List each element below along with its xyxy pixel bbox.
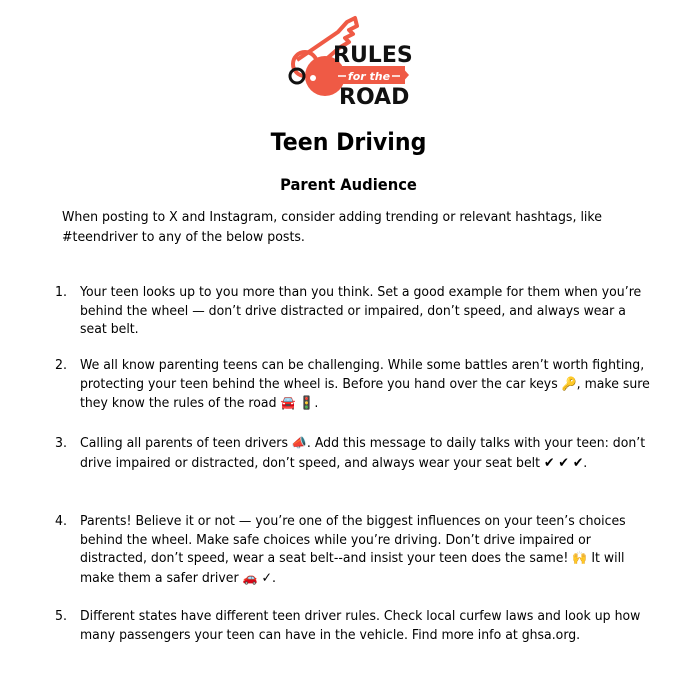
post-text: Your teen looks up to you more than you think. Set a good example for them when you’re behind the wheel — don’t drive distracted or impaired, don’t speed, and always wear a seat belt. bbox=[80, 284, 642, 337]
key-icon: 🔑 bbox=[561, 376, 577, 392]
page-subtitle: Parent Audience bbox=[280, 175, 417, 194]
list-number: 5. bbox=[55, 608, 67, 624]
list-number: 1. bbox=[55, 284, 67, 300]
logo-text-road: ROAD bbox=[339, 85, 410, 106]
logo-text-for-the: for the bbox=[347, 70, 391, 83]
traffic-light-icon: 🚦 bbox=[299, 396, 315, 411]
intro-paragraph: When posting to X and Instagram, consider adding trending or relevant hashtags, like #teendriver to any of the below posts. bbox=[62, 209, 602, 245]
post-text: We all know parenting teens can be challenging. While some battles aren’t worth fighting, protecting your teen behind the wheel is. Before you hand over the car keys 🔑, make sure they know the rules of the road 🚘 🚦. bbox=[80, 357, 650, 411]
raised-hands-icon: 🙌 bbox=[572, 551, 588, 566]
megaphone-icon: 📣 bbox=[291, 436, 307, 451]
car-icon: 🚗 bbox=[242, 570, 258, 586]
list-number: 4. bbox=[55, 513, 67, 529]
list-number: 3. bbox=[55, 435, 67, 451]
logo-text-rules: RULES bbox=[333, 43, 413, 68]
post-text: Calling all parents of teen drivers 📣. Add this message to daily talks with your teen: don’t drive impaired or distracted, don’t speed, and always wear your seat belt ✔ ✔ ✔. bbox=[80, 435, 646, 471]
list-number: 2. bbox=[55, 357, 67, 373]
rules-for-the-road-logo bbox=[283, 12, 413, 106]
page-title: Teen Driving bbox=[270, 128, 427, 156]
key-logo-icon bbox=[283, 12, 413, 106]
post-text: Parents! Believe it or not — you’re one of the biggest influences on your teen’s choices behind the wheel. Make safe choices while you’re driving. Don’t drive impaired or distracted, don’t speed, wear a seat belt--and insist your teen does the same! 🙌 It will make them a safer driver 🚗 ✓. bbox=[80, 513, 626, 586]
car-front-icon: 🚘 bbox=[280, 396, 296, 411]
post-text: Different states have different teen driver rules. Check local curfew laws and look up how many passengers your teen can have in the vehicle. Find more info at ghsa.org. bbox=[80, 608, 641, 643]
